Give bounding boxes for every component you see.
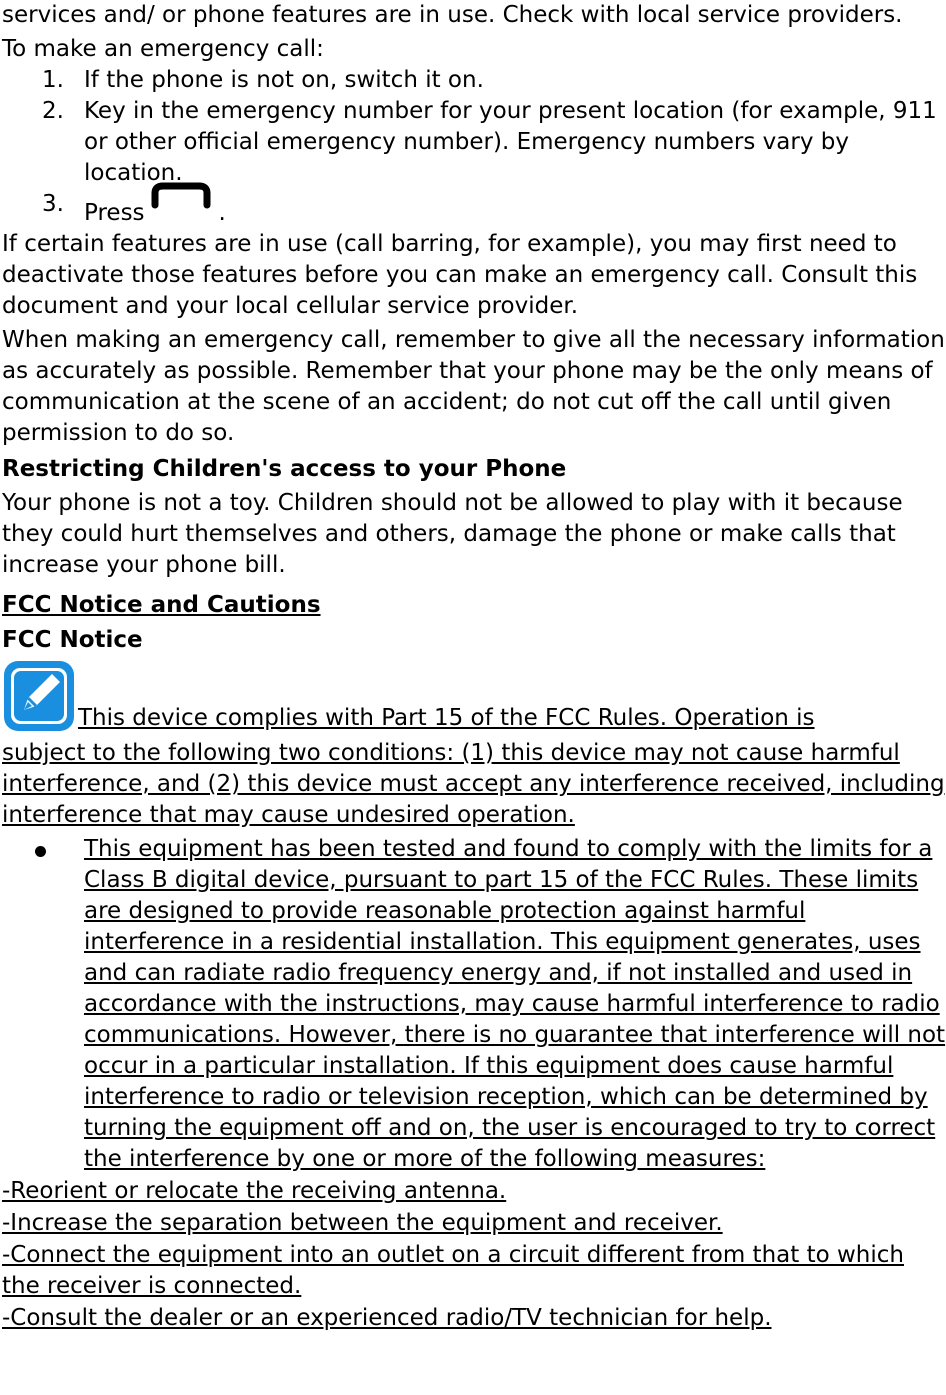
measure-item: -Reorient or relocate the receiving antenna. xyxy=(2,1178,507,1204)
step-number: 1. xyxy=(42,67,64,93)
fcc-notice-heading: FCC Notice xyxy=(2,627,143,653)
note-pencil-icon xyxy=(2,658,78,734)
step-text: Press xyxy=(84,200,145,226)
measure-item: -Consult the dealer or an experienced radio/TV technician for help. xyxy=(2,1305,772,1331)
fcc-bullet xyxy=(2,834,946,1175)
step-text: If the phone is not on, switch it on. xyxy=(84,67,484,93)
emergency-steps xyxy=(2,65,946,229)
fcc-section-heading: FCC Notice and Cautions xyxy=(2,592,321,618)
compliance-first-line xyxy=(2,658,946,734)
step-text: Key in the emergency number for your present location (for example, 911 or other official emergency number). Emergency numbers vary by location. xyxy=(84,98,937,186)
step-2 xyxy=(2,96,946,189)
call-key-icon xyxy=(145,189,219,220)
step-3 xyxy=(2,189,946,229)
children-heading: Restricting Children's access to your Phone xyxy=(2,456,567,482)
step-1 xyxy=(2,65,946,96)
compliance-rest: subject to the following two conditions: (1) this device may not cause harmful interference, and (2) this device must accept any interference received, including interference that may cause undesired operation. xyxy=(2,740,945,828)
children-text: Your phone is not a toy. Children should not be allowed to play with it because they could hurt themselves and others, damage the phone or make calls that increase your phone bill. xyxy=(2,490,903,578)
info-note: When making an emergency call, remember to give all the necessary information as accurately as possible. Remember that your phone may be the only means of communication at the scene of an accident; do not cut off the call until given permission to do so. xyxy=(2,327,945,446)
bullet-dot-icon xyxy=(35,846,46,857)
compliance-first: This device complies with Part 15 of the FCC Rules. Operation is xyxy=(78,705,815,731)
measure-item: -Connect the equipment into an outlet on a circuit different from that to which the receiver is connected. xyxy=(2,1242,904,1299)
fcc-bullet-text: This equipment has been tested and found to comply with the limits for a Class B digital device, pursuant to part 15 of the FCC Rules. These limits are designed to provide reasonable protection against harmful interference in a residential installation. This equipment generates, uses and can radiate radio frequency energy and, if not installed and used in accordance with the instructions, may cause harmful interference to radio communications. However, there is no guarantee that interference will not occur in a particular installation. If this equipment does cause harmful interference to radio or television reception, which can be determined by turning the equipment off and on, the user is encouraged to try to correct the interference by one or more of the following measures: xyxy=(84,836,946,1172)
features-note: If certain features are in use (call barring, for example), you may first need to deactivate those features before you can make an emergency call. Consult this document and your local cellular service provider. xyxy=(2,231,918,319)
measure-item: -Increase the separation between the equipment and receiver. xyxy=(2,1210,723,1236)
step-number: 3. xyxy=(42,191,64,217)
step-number: 2. xyxy=(42,98,64,124)
step-3-suffix: . xyxy=(218,200,226,226)
emergency-lead: To make an emergency call: xyxy=(2,36,324,62)
intro-fragment: services and/ or phone features are in use. Check with local service providers. xyxy=(2,2,903,28)
